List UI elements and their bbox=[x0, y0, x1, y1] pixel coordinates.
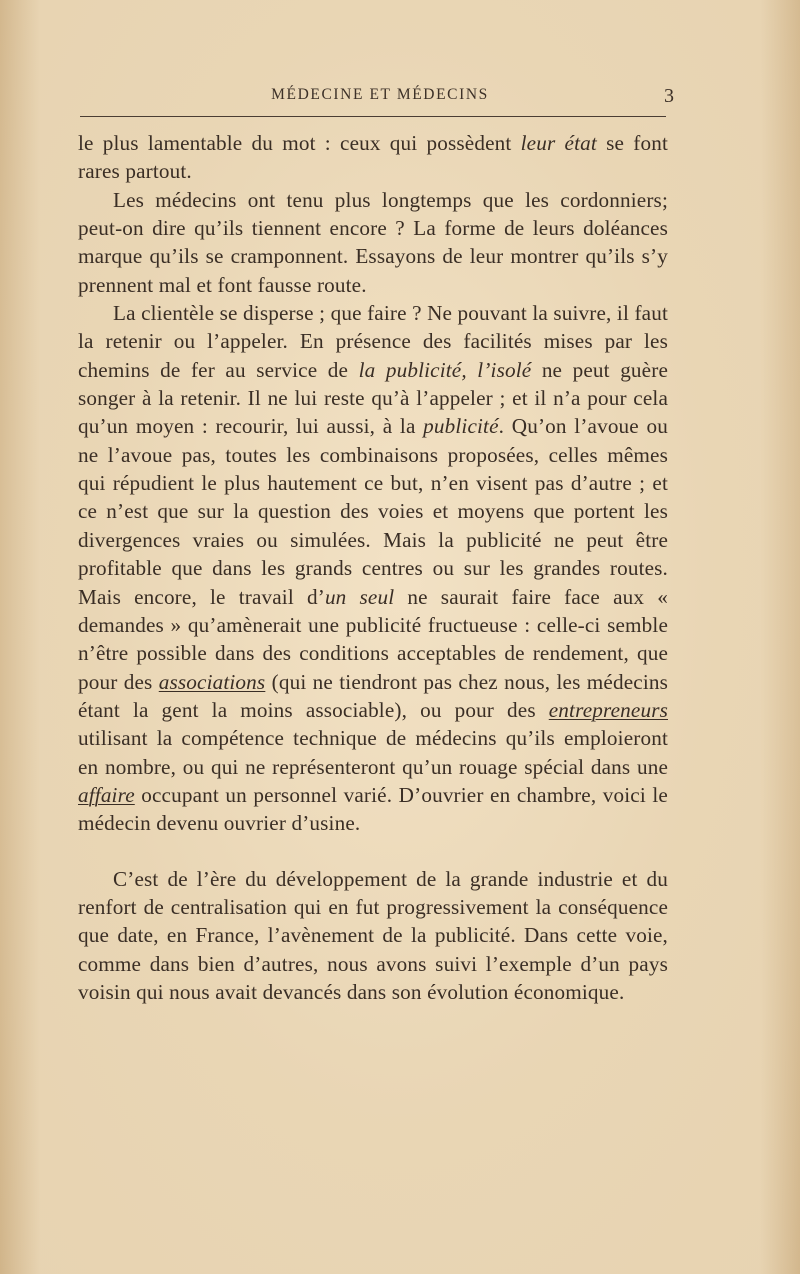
paragraph: Les médecins ont tenu plus longtemps que les cordonniers; peut-on dire qu’ils tiennent encore ? La forme de leurs doléances marque qu’ils se cramponnent. Essayons de leur montrer qu’ils s’y prennent mal et font fausse route. bbox=[78, 187, 668, 297]
running-title: MÉDECINE ET MÉDECINS bbox=[271, 86, 489, 103]
italic-phrase: un seul bbox=[324, 584, 395, 609]
running-head bbox=[78, 86, 682, 112]
paragraph: le plus lamentable du mot : ceux qui possèdent leur état se font rares partout. bbox=[78, 131, 668, 184]
italic-phrase: affaire bbox=[78, 782, 135, 807]
italic-phrase: leur état bbox=[520, 131, 597, 155]
italic-phrase: associations bbox=[158, 669, 266, 694]
body-text bbox=[78, 129, 668, 1006]
page-number: 3 bbox=[664, 85, 674, 107]
italic-phrase: entrepreneurs bbox=[548, 697, 668, 722]
paragraph: C’est de l’ère du développement de la grande industrie et du renfort de centralisation qui en fut progressivement la conséquence que date, en France, l’avènement de la publicité. Dans cette voie, comme dans bien d’autres, nous avons suivi l’exemple d’un pays voisin qui nous avait devancés dans son évolution économique. bbox=[78, 866, 668, 1004]
italic-phrase: la publicité, l’isolé bbox=[358, 357, 532, 382]
paragraph: La clientèle se disperse ; que faire ? Ne pouvant la suivre, il faut la retenir ou l’appeler. En présence des facilités mises par les chemins de fer au service de la publicité, l’isolé ne peut guère songer à la retenir. Il ne lui reste qu’à l’appeler ; et il n’a pour cela qu’un moyen : recourir, lui aussi, à la publicité. Qu’on l’avoue ou ne l’avoue pas, toutes les combinaisons proposées, celles mêmes qui répudient le plus hautement ce but, n’en visent pas d’autre ; et ce n’est que sur la question des voies et moyens que portent les divergences vraies ou simulées. Mais la publicité ne peut être profitable que dans les grands centres ou sur les grandes routes. Mais encore, le travail d’un seul ne saurait faire face aux « demandes » qu’amènerait une publicité fructueuse : celle-ci semble n’être possible dans des conditions acceptables de rendement, que pour des associations (qui ne tiendront pas chez nous, les médecins étant la gent la moins associable), ou pour des entrepreneurs utilisant la compétence technique de médecins qu’ils emploieront en nombre, ou qui ne représenteront qu’un rouage spécial dans une affaire occupant un personnel varié. D’ouvrier en chambre, voici le médecin devenu ouvrier d’usine. bbox=[78, 301, 668, 836]
header-rule bbox=[80, 116, 666, 117]
italic-phrase: publicité bbox=[423, 414, 499, 439]
